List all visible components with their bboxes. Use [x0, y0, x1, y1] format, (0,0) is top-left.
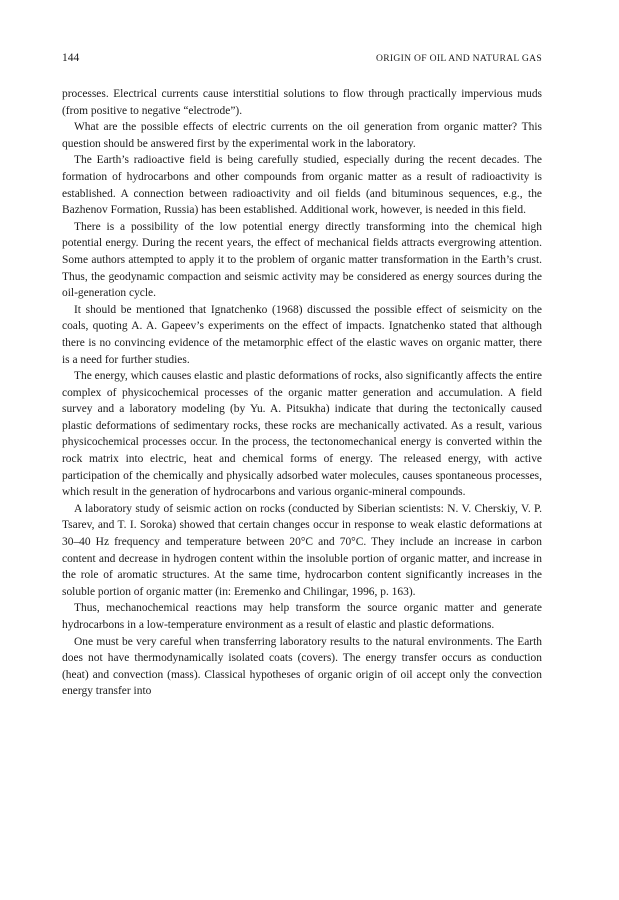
- book-page: [62, 52, 542, 700]
- page-number: 144: [62, 52, 80, 64]
- paragraph: processes. Electrical currents cause interstitial solutions to flow through practically impervious muds (from positive to negative “electrode”).: [62, 88, 542, 117]
- paragraph: The energy, which causes elastic and plastic deformations of rocks, also significantly affects the entire complex of physicochemical processes of the organic matter generation and accumulation. A field survey and a laboratory modeling (by Yu. A. Pitsukha) indicate that during the tectonically caused plastic deformations of sedimentary rocks, these rocks are mechanically activated. As a result, various physicochemical processes occur. In the process, the tectonomechanical energy is converted within the rock matrix into electric, heat and chemical forms of energy. The released energy, with active participation of the chemically and physically adsorbed water molecules, causes spontaneous processes, which result in the generation of hydrocarbons and various organic-mineral compounds.: [62, 370, 542, 499]
- paragraph: The Earth’s radioactive field is being carefully studied, especially during the recent decades. The formation of hydrocarbons and other compounds from organic matter as a result of radioactivity is established. A connection between radioactivity and oil fields (and bituminous sequences, e.g., the Bazhenov Formation, Russia) has been established. Additional work, however, is needed in this field.: [62, 154, 542, 217]
- paragraph: It should be mentioned that Ignatchenko (1968) discussed the possible effect of seismicity on the coals, quoting A. A. Gapeev’s experiments on the effect of impacts. Ignatchenko stated that although there is no convincing evidence of the metamorphic effect of the elastic waves on organic matter, there is a need for further studies.: [62, 303, 542, 366]
- paragraph: Thus, mechanochemical reactions may help transform the source organic matter and generate hydrocarbons in a low-temperature environment as a result of elastic and plastic deformations.: [62, 602, 542, 631]
- page-header: [62, 52, 542, 70]
- paragraph: What are the possible effects of electric currents on the oil generation from organic matter? This question should be answered first by the experimental work in the laboratory.: [62, 121, 542, 150]
- paragraph: A laboratory study of seismic action on rocks (conducted by Siberian scientists: N. V. Cherskiy, V. P. Tsarev, and T. I. Soroka) showed that certain changes occur in response to weak elastic deformations at 30–40 Hz frequency and temperature between 20°C and 70°C. They include an increase in carbon content and decrease in hydrogen content within the insoluble portion of organic matter, and increase in the role of aromatic structures. At the same time, hydrocarbon content significantly increases in the soluble portion of organic matter (in: Eremenko and Chilingar, 1996, p. 163).: [62, 502, 542, 598]
- paragraph: There is a possibility of the low potential energy directly transforming into the chemical high potential energy. During the recent years, the effect of mechanical fields attracts evergrowing attention. Some authors attempted to apply it to the problem of organic matter transformation in the Earth’s crust. Thus, the geodynamic compaction and seismic activity may be considered as energy sources during the oil-generation cycle.: [62, 220, 542, 300]
- body-text: [62, 86, 542, 700]
- running-title: ORIGIN OF OIL AND NATURAL GAS: [375, 53, 542, 64]
- paragraph: One must be very careful when transferring laboratory results to the natural environments. The Earth does not have thermodynamically isolated coats (covers). The energy transfer occurs as conduction (heat) and convection (mass). Classical hypotheses of organic origin of oil accept only the convection energy transfer into: [62, 635, 542, 698]
